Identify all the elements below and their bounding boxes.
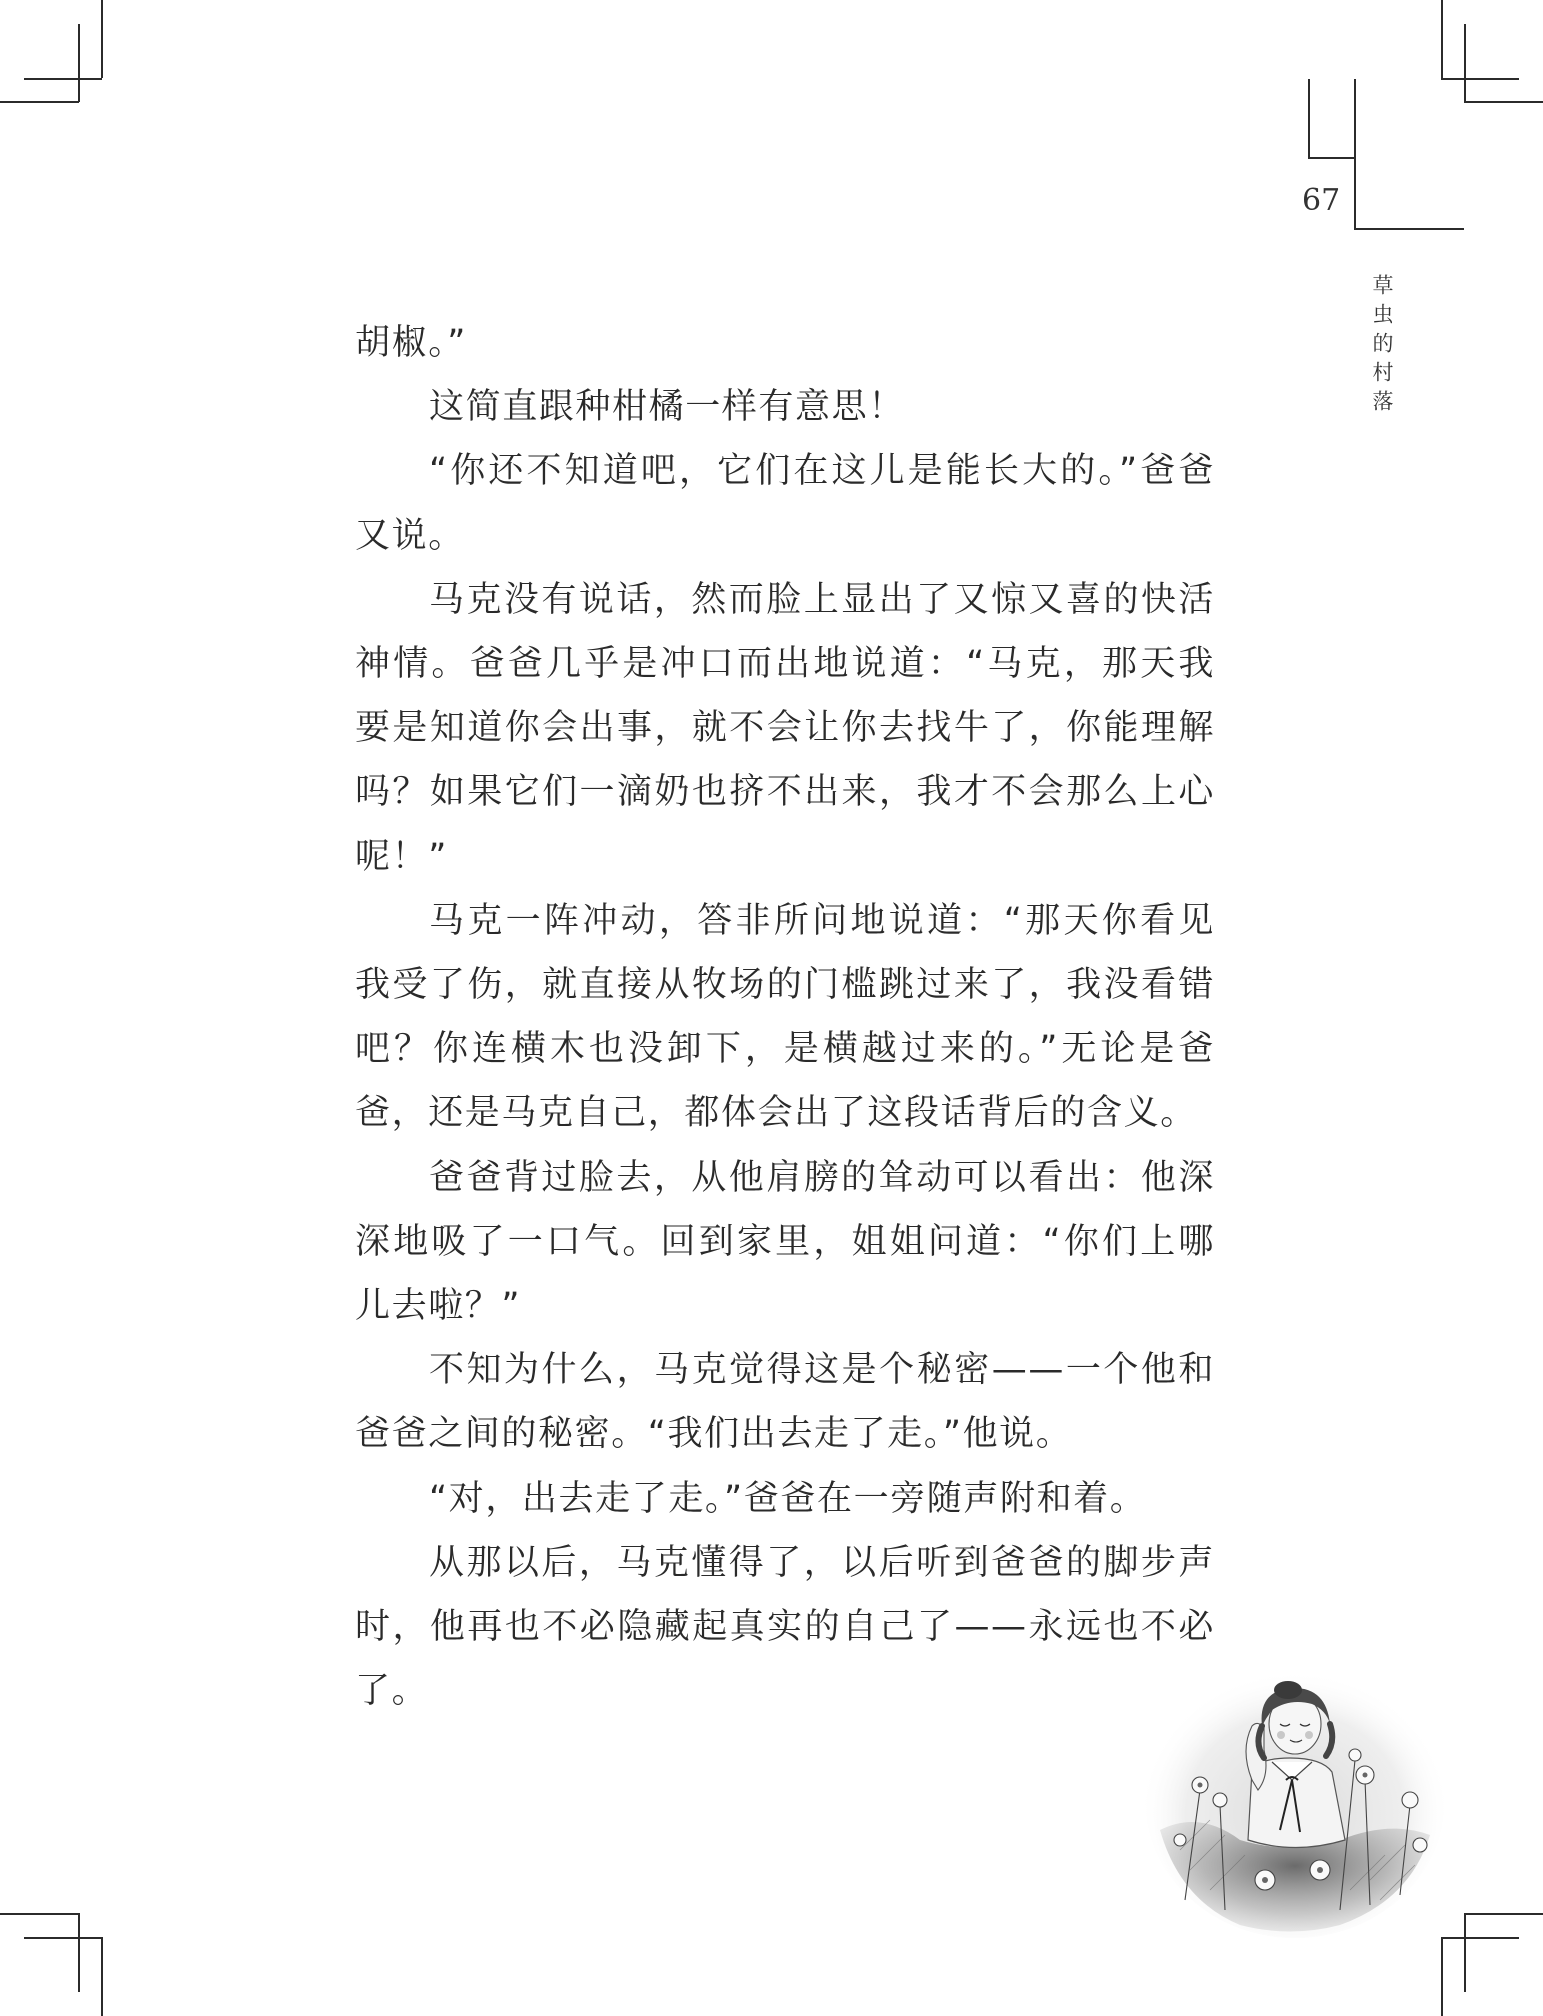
page-number: 67 <box>1302 183 1341 218</box>
crop-mark-bottom-right-inner-h <box>1441 1937 1519 1939</box>
girl-in-flowers-illustration <box>1140 1640 1450 1940</box>
crop-mark-top-right-inner-h <box>1464 101 1543 103</box>
paragraph: “对，出去走了走。”爸爸在一旁随声附和着。 <box>429 1478 1147 1519</box>
paragraph: 马克一阵冲动，答非所问地说道：“那天你看见我受了伤，就直接从牧场的门槛跳过来了，我没看错吧？你连横木也没卸下，是横越过来的。”无论是爸爸，还是马克自己，都体会出了这段话背后的含义。 <box>355 900 1215 1134</box>
crop-mark-bottom-left-inner-h <box>24 1937 102 1939</box>
illustration-sketch-icon <box>1140 1640 1450 1940</box>
crop-mark-bottom-left-inner-v <box>101 1937 103 2016</box>
crop-mark-bottom-right-outer-v <box>1464 1913 1466 1992</box>
paragraph: 不知为什么，马克觉得这是个秘密——一个他和爸爸之间的秘密。“我们出去走了走。”他说。 <box>355 1350 1215 1455</box>
crop-mark-top-right-inner-v <box>1464 24 1466 102</box>
paragraph: 爸爸背过脸去，从他肩膀的耸动可以看出：他深深地吸了一口气。回到家里，姐姐问道：“你们上哪儿去啦？” <box>355 1157 1215 1327</box>
paragraph: “你还不知道吧，它们在这儿是能长大的。”爸爸又说。 <box>355 451 1215 556</box>
crop-mark-top-left-outer-h <box>24 78 102 80</box>
crop-mark-bottom-left-outer-h <box>0 1913 79 1915</box>
crop-mark-top-right-outer-h <box>1441 78 1519 80</box>
header-frame-bottom-h <box>1354 228 1464 230</box>
crop-mark-top-left-inner-h <box>0 101 79 103</box>
running-title: 草虫的村落 <box>1370 274 1394 419</box>
crop-mark-top-left-outer-v <box>101 0 103 78</box>
body-text <box>355 311 1215 1723</box>
crop-mark-top-left-inner-v <box>78 24 80 102</box>
header-frame-right-v <box>1354 79 1356 229</box>
paragraph: 胡椒。” <box>355 323 468 363</box>
crop-mark-top-right-outer-v <box>1441 0 1443 78</box>
paragraph: 这简直跟种柑橘一样有意思！ <box>429 387 905 428</box>
header-frame-left-h <box>1308 157 1355 159</box>
crop-mark-bottom-left-outer-v <box>78 1913 80 1992</box>
header-frame-left-v <box>1308 79 1310 157</box>
crop-mark-bottom-right-inner-v <box>1441 1937 1443 2016</box>
paragraph: 马克没有说话，然而脸上显出了又惊又喜的快活神情。爸爸几乎是冲口而出地说道：“马克，那天我要是知道你会出事，就不会让你去找牛了，你能理解吗？如果它们一滴奶也挤不出来，我才不会那么上心呢！” <box>355 579 1215 877</box>
paragraph: 从那以后，马克懂得了，以后听到爸爸的脚步声时，他再也不必隐藏起真实的自己了——永远也不必了。 <box>355 1542 1215 1712</box>
crop-mark-bottom-right-outer-h <box>1464 1913 1543 1915</box>
